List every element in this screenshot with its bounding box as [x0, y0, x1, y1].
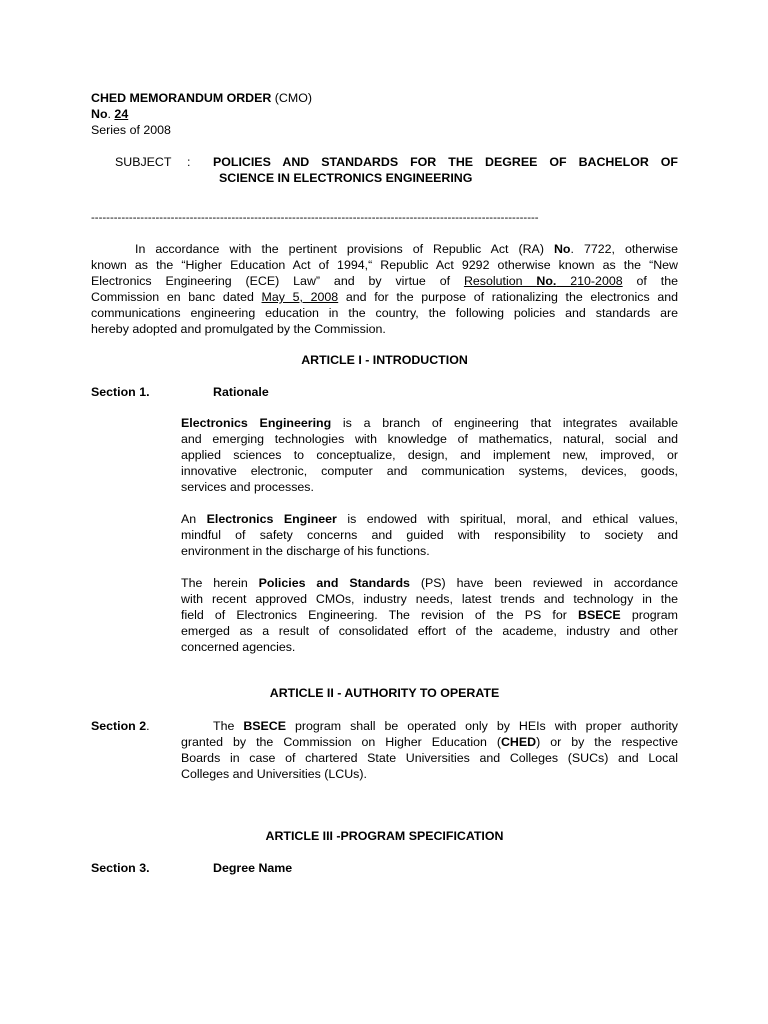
subject-label: SUBJECT [115, 155, 172, 169]
intro-paragraph: In accordance with the pertinent provisions of Republic Act (RA) No. 7722, otherwise known as the “Higher Education Act of 1994,“ Republic Act 9292 otherwise known as the “New Electronics Engineering (ECE) Law” and by virtue of Resolution No. 210-2008 of the Commission en banc dated May 5, 2008 and for the purpose of rationalizing the electronics and communications engineering education in the country, the following policies and standards are hereby adopted and promulgated by the Commission. [91, 242, 679, 336]
section-3-title: Degree Name [213, 861, 293, 875]
article-1-title: ARTICLE I - INTRODUCTION [301, 353, 468, 367]
section-3-label: Section 3. [91, 861, 150, 875]
article-3-title: ARTICLE III -PROGRAM SPECIFICATION [265, 829, 504, 843]
subject-colon: : [187, 155, 191, 169]
memo-header [91, 90, 312, 138]
series-line: Series of 2008 [91, 123, 171, 137]
subject-line-1: POLICIES AND STANDARDS FOR THE DEGREE OF BACHELOR OF [213, 155, 678, 169]
section-2-first-line: The BSECE program shall be operated only by HEIs with proper authority granted by the Commission on Higher Education (CHED) or by the respective Boards in case of chartered State Universities and Colleges (SUCs) and Local Colleges and Universities (LCUs). [181, 719, 678, 781]
subject-line-2: SCIENCE IN ELECTRONICS ENGINEERING [219, 171, 473, 185]
memo-number: 24 [114, 107, 129, 121]
section-1-label: Section 1. [91, 385, 150, 399]
article-2-title: ARTICLE II - AUTHORITY TO OPERATE [269, 686, 500, 700]
section-2-label: Section 2. [91, 719, 150, 733]
divider-line: ---------------------------------------------------------------------------------------------------------------------- [91, 212, 539, 224]
rationale-paragraph-1: Electronics Engineering is a branch of engineering that integrates available and emerging technologies with knowledge of mathematics, natural, social and applied sciences to conceptualize, design, and implement new, improved, or innovative electronic, computer and communication systems, devices, goods, services and processes. [181, 416, 678, 494]
rationale-paragraph-2: An Electronics Engineer is endowed with spiritual, moral, and ethical values, mindful of safety concerns and guided with responsibility to society and environment in the discharge of his functions. [181, 512, 678, 558]
no-label: No [91, 107, 108, 121]
section-1-title: Rationale [213, 385, 269, 399]
cmo-suffix: (CMO) [271, 91, 312, 105]
no-dot: . [107, 107, 115, 121]
subject-text [213, 154, 678, 186]
cmo-title: CHED MEMORANDUM ORDER [91, 91, 272, 105]
rationale-paragraph-3: The herein Policies and Standards (PS) have been reviewed in accordance with recent approved CMOs, industry needs, latest trends and technology in the field of Electronics Engineering. The revision of the PS for BSECE program emerged as a result of consolidated effort of the academe, industry and other concerned agencies. [181, 576, 678, 654]
